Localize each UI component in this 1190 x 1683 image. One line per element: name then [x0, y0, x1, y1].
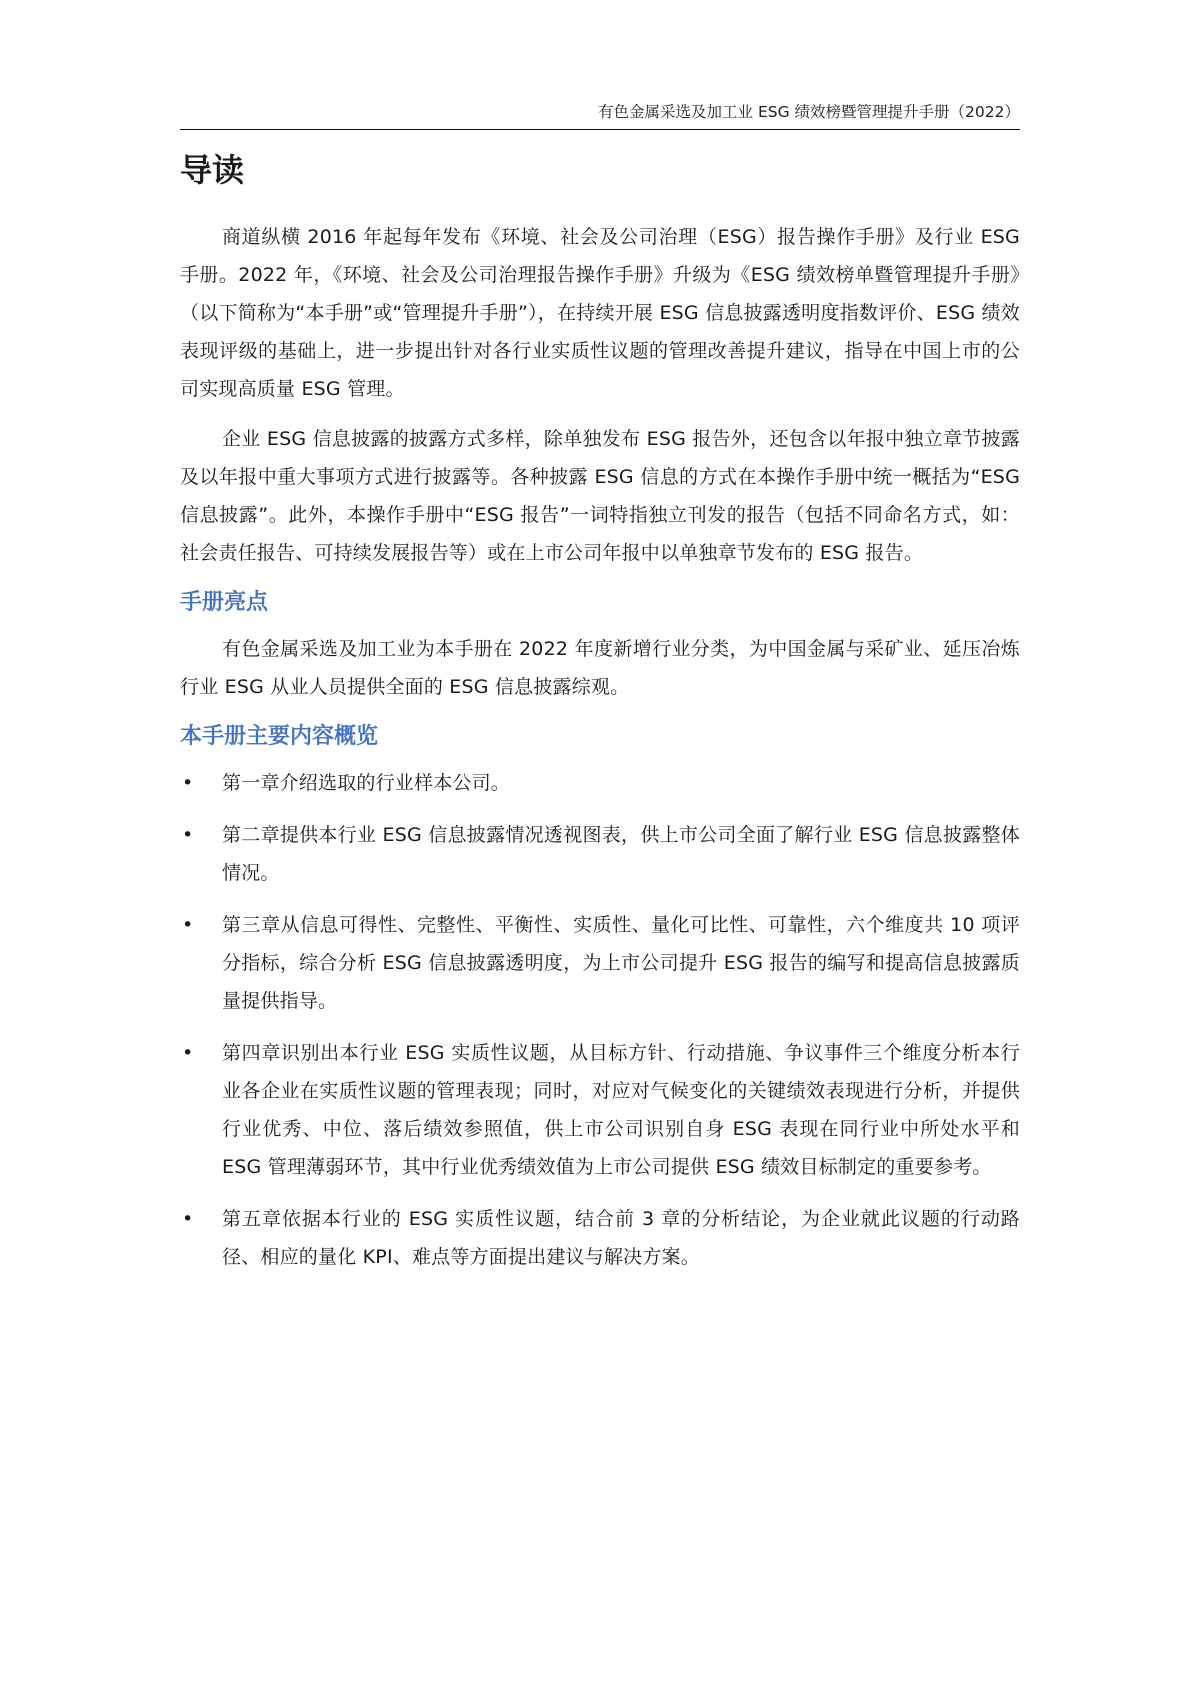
list-item-text: 第三章从信息可得性、完整性、平衡性、实质性、量化可比性、可靠性，六个维度共 10 项评分指标，综合分析 ESG 信息披露透明度，为上市公司提升 ESG 报告的编写和提高信息披露质量提供指导。 — [222, 914, 1020, 1012]
list-item — [180, 1200, 1020, 1276]
bullet-icon: • — [182, 772, 194, 794]
running-header: 有色金属采选及加工业 ESG 绩效榜暨管理提升手册（2022） — [598, 103, 1020, 121]
highlights-heading: 手册亮点 — [180, 590, 269, 615]
list-item — [180, 906, 1020, 1020]
list-item-text: 第四章识别出本行业 ESG 实质性议题，从目标方针、行动措施、争议事件三个维度分析本行业各企业在实质性议题的管理表现；同时，对应对气候变化的关键绩效表现进行分析，并提供行业优秀、中位、落后绩效参照值，供上市公司识别自身 ESG 表现在同行业中所处水平和 ESG 管理薄弱环节，其中行业优秀绩效值为上市公司提供 ESG 绩效目标制定的重要参考。 — [222, 1042, 1020, 1178]
list-item-text: 第五章依据本行业的 ESG 实质性议题，结合前 3 章的分析结论，为企业就此议题的行动路径、相应的量化 KPI、难点等方面提出建议与解决方案。 — [222, 1208, 1020, 1268]
highlights-paragraph: 有色金属采选及加工业为本手册在 2022 年度新增行业分类，为中国金属与采矿业、延压冶炼行业 ESG 从业人员提供全面的 ESG 信息披露综观。 — [180, 638, 1020, 698]
bullet-icon: • — [182, 1042, 194, 1064]
list-item-text: 第二章提供本行业 ESG 信息披露情况透视图表，供上市公司全面了解行业 ESG 信息披露整体情况。 — [222, 824, 1020, 884]
bullet-icon: • — [182, 914, 194, 936]
intro-paragraph-2: 企业 ESG 信息披露的披露方式多样，除单独发布 ESG 报告外，还包含以年报中独立章节披露及以年报中重大事项方式进行披露等。各种披露 ESG 信息的方式在本操作手册中统一概括为“ESG 信息披露”。此外，本操作手册中“ESG 报告”一词特指独立刊发的报告（包括不同命名方式，如：社会责任报告、可持续发展报告等）或在上市公司年报中以单独章节发布的 ESG 报告。 — [180, 428, 1020, 564]
list-item — [180, 816, 1020, 892]
list-item-text: 第一章介绍选取的行业样本公司。 — [222, 772, 511, 794]
bullet-icon: • — [182, 1208, 194, 1230]
page-title: 导读 — [180, 151, 245, 189]
bullet-icon: • — [182, 824, 194, 846]
header-rule — [180, 129, 1020, 130]
overview-list — [180, 764, 1020, 1276]
list-item — [180, 1034, 1020, 1186]
list-item — [180, 764, 1020, 802]
overview-heading: 本手册主要内容概览 — [180, 724, 379, 749]
page-content — [180, 148, 1020, 1290]
intro-paragraph-1: 商道纵横 2016 年起每年发布《环境、社会及公司治理（ESG）报告操作手册》及行业 ESG 手册。2022 年，《环境、社会及公司治理报告操作手册》升级为《ESG 绩效榜单暨管理提升手册》（以下简称为“本手册”或“管理提升手册”），在持续开展 ESG 信息披露透明度指数评价、ESG 绩效表现评级的基础上，进一步提出针对各行业实质性议题的管理改善提升建议，指导在中国上市的公司实现高质量 ESG 管理。 — [180, 226, 1020, 400]
